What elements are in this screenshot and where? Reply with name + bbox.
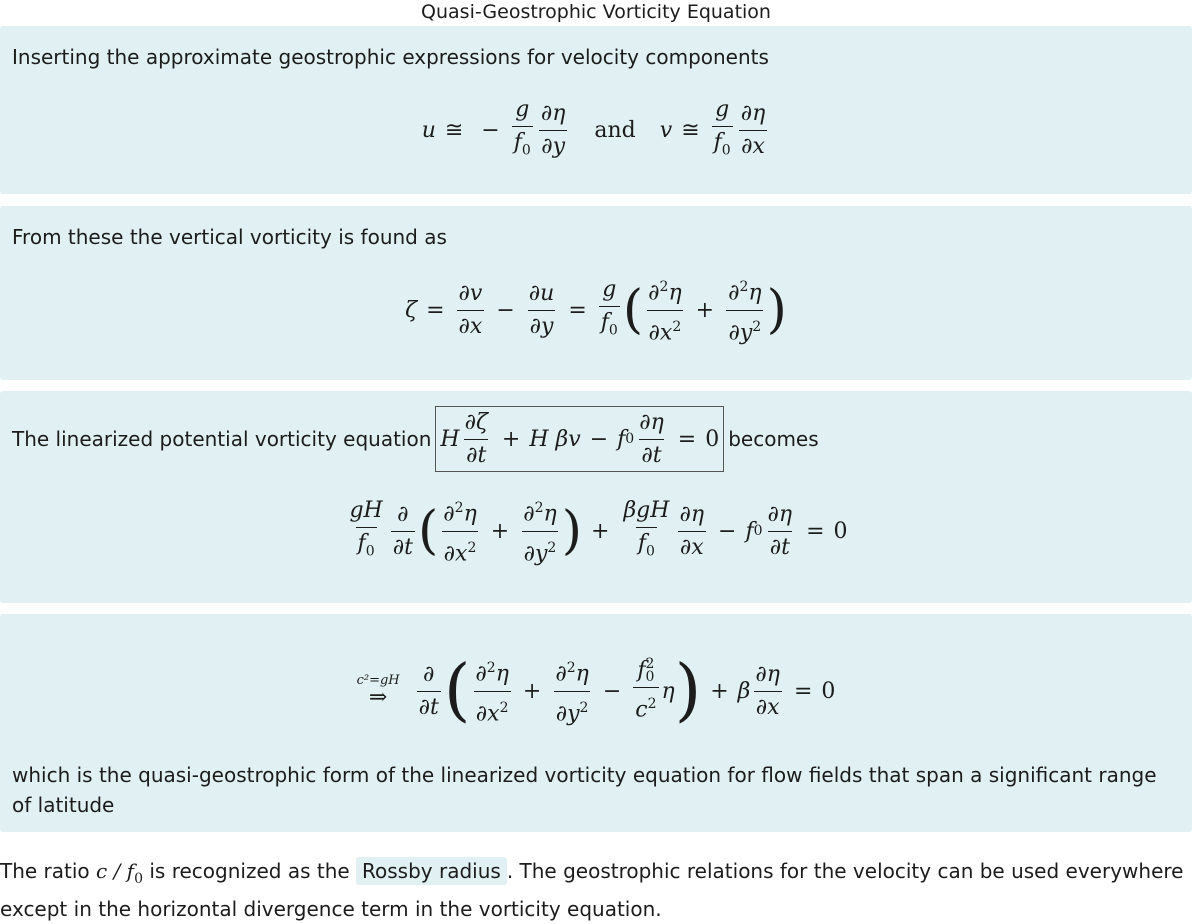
paragraph-line-1 [0,856,1192,894]
ratio-prefix: The ratio [0,859,90,883]
statement-suffix: becomes [728,427,819,451]
rossby-radius-paragraph [0,856,1192,924]
expanded-vorticity-equation: $\frac{gH}{f_0}$ $\frac{\partial}{\partial t}$ ( $\frac{\partial^2\eta}{\partial x^2}$ + $\frac{\partial^2\eta}{\partial y^2}$ ) + $\frac{\text{βgH}}{f_0}$ $\frac{\partial\eta}{\partial x}$ − f 0 $\frac{\partial\eta}{\partial t}$ = 0 [349,497,848,566]
quasi-geostrophic-equation: c²=gH ⇒ $\frac{\partial}{\partial t}$ ( $\frac{\partial^2\eta}{\partial x^2}$ + $\frac{\partial^2\eta}{\partial y^2}$ − f 2 0 $c^2$ η ) + β $\frac{\partial\eta}{\partial x}$ = 0 [356,651,836,730]
substitution-arrow: c²=gH ⇒ [356,673,400,710]
ratio-suffix: . The geostrophic relations for the velocity can be used everywhere [506,859,1184,883]
quasi-geostrophic-panel [0,614,1192,832]
ratio-middle: is recognized as the [149,859,350,883]
page-title: Quasi-Geostrophic Vorticity Equation [421,1,771,23]
vorticity-equation: ζ = $\frac{\partial v}{\partial x}$ − $\frac{\partial u}{\partial y}$ = $\frac{g}{f_0}$ ( $\frac{\partial^2\eta}{\partial x^2}$ + $\frac{\partial^2\eta}{\partial y^2}$ ) [405,276,787,345]
geostrophic-velocity-equation: u ≅ − $\frac{g}{f_0}$ $\frac{\partial\eta}{\partial y}$ and v ≅ $\frac{g}{f_0}$ $\frac{\partial\eta}{\partial x}$ [0,92,1192,168]
rossby-radius-link[interactable]: Rossby radius [356,857,507,885]
panel-intro-text: From these the vertical vorticity is found as [12,225,447,249]
vorticity-panel [0,206,1192,380]
conclusion-line-2: of latitude [12,793,115,817]
and-word: and [594,117,636,143]
paragraph-line-2: except in the horizontal divergence term in the vorticity equation. [0,897,662,921]
potential-vorticity-panel [0,391,1192,603]
statement-prefix: The linearized potential vorticity equation [12,427,432,451]
potential-vorticity-statement [12,405,819,473]
ratio-symbol: c / $f_0$ [96,859,144,887]
boxed-potential-vorticity-equation: H $\frac{\partial\zeta}{\partial t}$ + H β v − f 0 $\frac{\partial\eta}{\partial t}$ = 0 [435,406,724,472]
substitution-label: c²=gH [356,673,400,688]
conclusion-line-1: which is the quasi-geostrophic form of the linearized vorticity equation for flow fields that span a significant range [12,763,1157,787]
geostrophic-velocity-panel [0,26,1192,194]
panel-intro-text: Inserting the approximate geostrophic expressions for velocity components [12,45,769,69]
